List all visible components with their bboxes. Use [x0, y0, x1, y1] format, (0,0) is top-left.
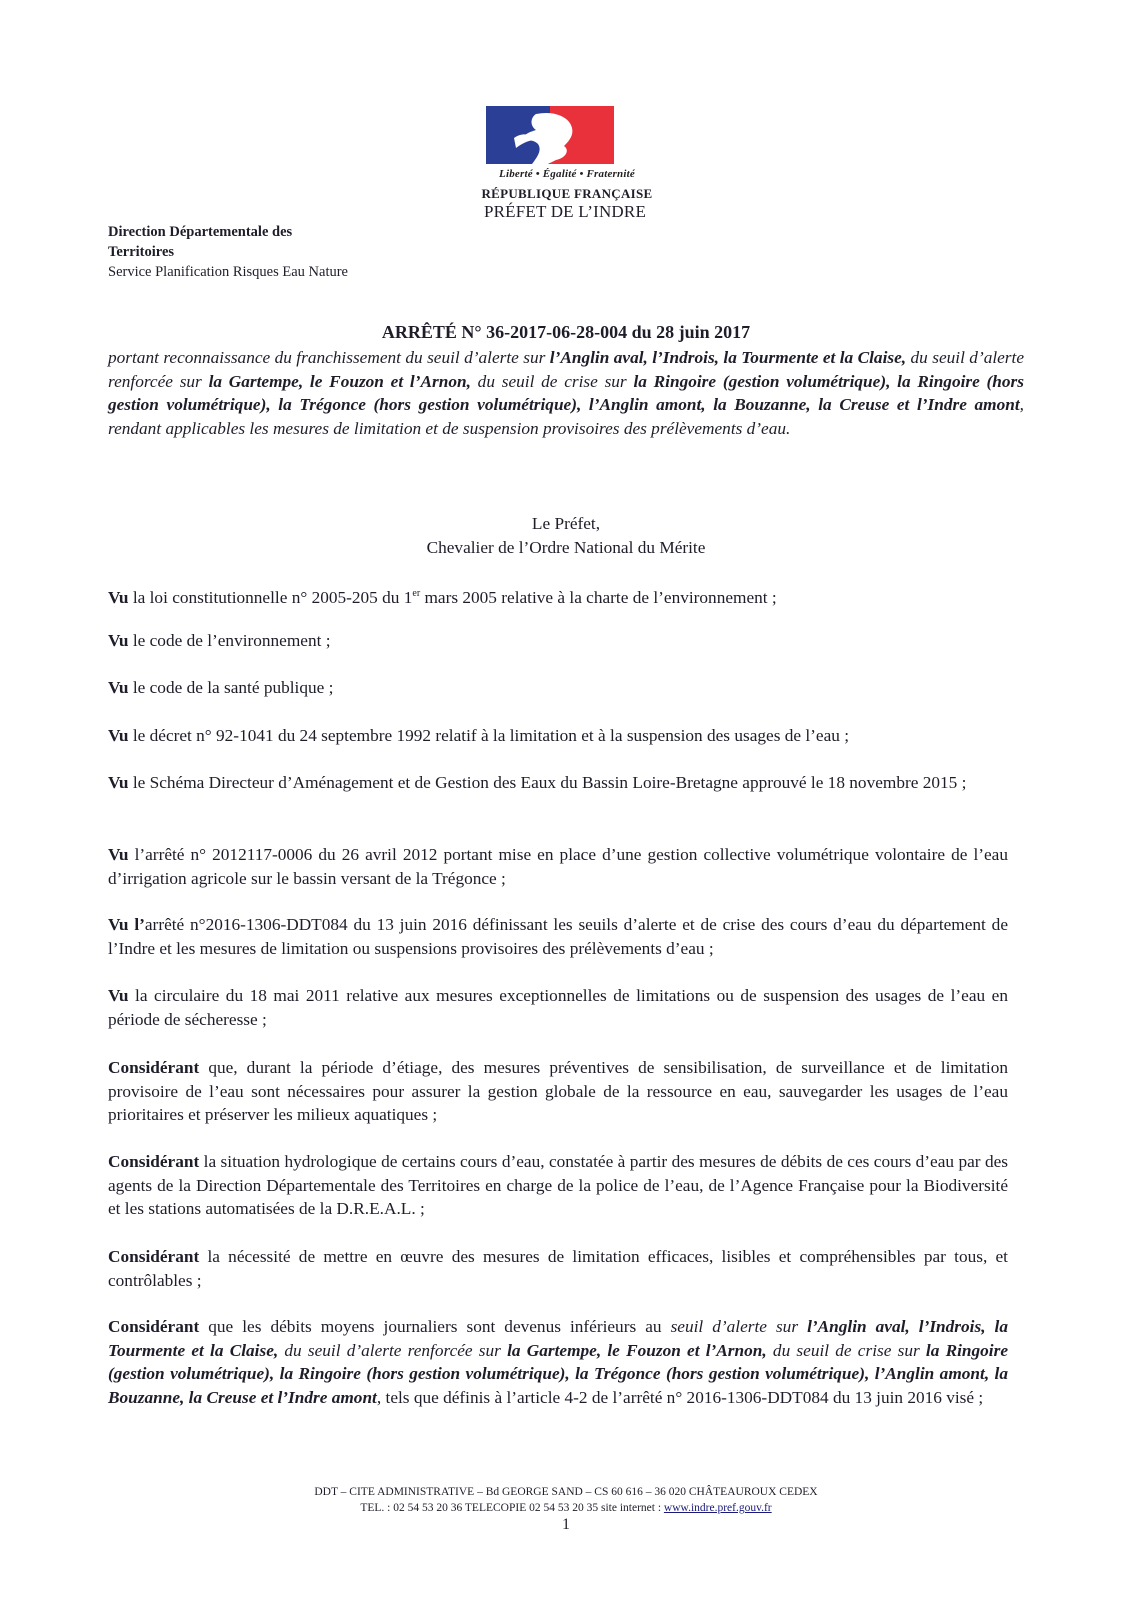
direction-line1: Direction Départementale des [108, 224, 293, 240]
page-number: 1 [562, 1516, 570, 1533]
devise-text: Liberté • Égalité • Fraternité [499, 168, 635, 180]
vu-paragraph: Vu l’arrêté n°2016-1306-DDT084 du 13 juin 2016 définissant les seuils d’alerte et de crise des cours d’eau du département de l’Indre et les mesures de limitation ou suspensions provisoires des prélèvements d’eau ; [108, 915, 1008, 958]
issuing-service [108, 222, 348, 282]
signatory [108, 512, 1024, 560]
signatory-line1: Le Préfet, [531, 514, 601, 533]
vu-paragraph: Vu le Schéma Directeur d’Aménagement et de Gestion des Eaux du Bassin Loire-Bretagne approuvé le 18 novembre 2015 ; [108, 773, 967, 792]
signatory-line2: Chevalier de l’Ordre National du Mérite [426, 538, 706, 557]
considerant-paragraph: Considérant que les débits moyens journaliers sont devenus inférieurs au seuil d’alerte sur l’Anglin aval, l’Indrois, la Tourmente et la Claise, du seuil d’alerte renforcée sur la Gartempe, le Fouzon et l’Arnon, du seuil de crise sur la Ringoire (gestion volumétrique), la Ringoire (hors gestion volumétrique), la Trégonce (hors gestion volumétrique), l’Anglin amont, la Bouzanne, la Creuse et l’Indre amont, tels que définis à l’article 4-2 de l’arrêté n° 2016-1306-DDT084 du 13 juin 2016 visé ; [108, 1317, 1008, 1407]
footer-contact: TEL. : 02 54 53 20 36 TELECOPIE 02 54 53 20 35 site internet : www.indre.pref.gouv.fr [360, 1502, 772, 1514]
prefet-heading: PRÉFET DE L’INDRE [483, 202, 647, 221]
vu-paragraph: Vu le code de la santé publique ; [108, 678, 334, 697]
vu-paragraph: Vu le décret n° 92-1041 du 24 septembre 1992 relatif à la limitation et à la suspension des usages de l’eau ; [108, 726, 850, 745]
vu-paragraph: Vu l’arrêté n° 2012117-0006 du 26 avril 2012 portant mise en place d’une gestion collective volumétrique volontaire de l’eau d’irrigation agricole sur le bassin versant de la Trégonce ; [108, 845, 1008, 888]
marianne-logo-icon [486, 106, 614, 164]
footer-address: DDT – CITE ADMINISTRATIVE – Bd GEORGE SAND – CS 60 616 – 36 020 CHÂTEAUROUX CEDEX [314, 1486, 818, 1498]
considerant-paragraph: Considérant la nécessité de mettre en œuvre des mesures de limitation efficaces, lisibles et compréhensibles par tous, et contrôlables ; [108, 1247, 1008, 1290]
considerant-paragraph: Considérant la situation hydrologique de certains cours d’eau, constatée à partir des mesures de débits de ces cours d’eau par des agents de la Direction Départementale des Territoires en charge de la police de l’eau, de l’Agence Française pour la Biodiversité et les stations automatisées de la D.R.E.A.L. ; [108, 1152, 1008, 1218]
arrete-title: ARRÊTÉ N° 36-2017-06-28-004 du 28 juin 2017 [381, 322, 751, 342]
page-footer [200, 1484, 932, 1516]
service-name: Service Planification Risques Eau Nature [108, 264, 348, 280]
considerant-paragraph: Considérant que, durant la période d’étiage, des mesures préventives de sensibilisation, de surveillance et de limitation provisoire de l’eau sont nécessaires pour assurer la gestion globale de la ressource en eau, sauvegarder les usages de l’eau prioritaires et préserver les milieux aquatiques ; [108, 1058, 1008, 1124]
vu-paragraph: Vu le code de l’environnement ; [108, 631, 331, 650]
direction-line2: Territoires [108, 244, 175, 260]
vu-paragraph: Vu la circulaire du 18 mai 2011 relative aux mesures exceptionnelles de limitations ou de suspension des usages de l’eau en période de sécheresse ; [108, 986, 1008, 1029]
arrete-subtitle: portant reconnaissance du franchissement du seuil d’alerte sur l’Anglin aval, l’Indrois, la Tourmente et la Claise, du seuil d’alerte renforcée sur la Gartempe, le Fouzon et l’Arnon, du seuil de crise sur la Ringoire (gestion volumétrique), la Ringoire (hors gestion volumétrique), la Trégonce (hors gestion volumétrique), l’Anglin amont, la Bouzanne, la Creuse et l’Indre amont, rendant applicables les mesures de limitation et de suspension provisoires des prélèvements d’eau. [108, 348, 1025, 438]
republique-francaise: RÉPUBLIQUE FRANÇAISE [481, 186, 653, 201]
website-link[interactable]: www.indre.pref.gouv.fr [663, 1502, 772, 1514]
vu-paragraph: Vu la loi constitutionnelle n° 2005-205 du 1er mars 2005 relative à la charte de l’environnement ; [108, 587, 777, 607]
